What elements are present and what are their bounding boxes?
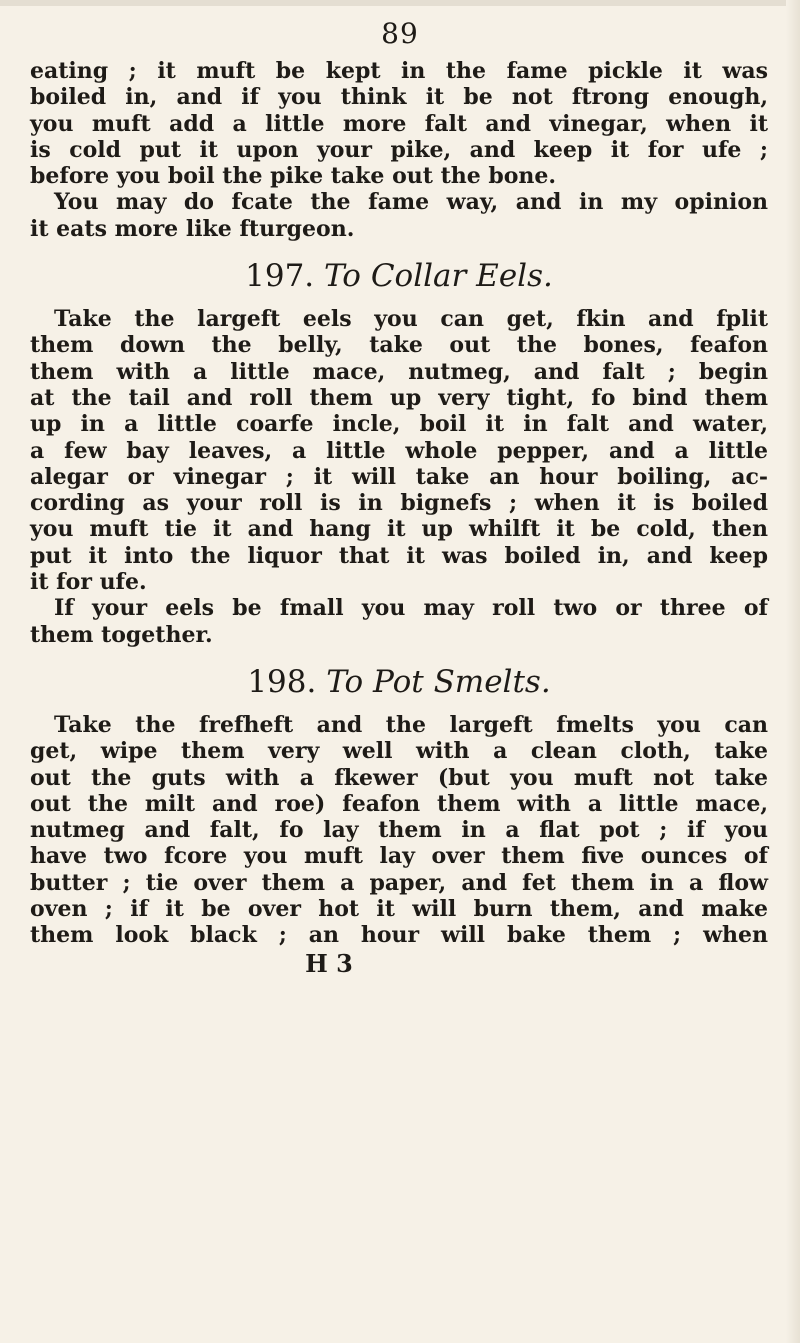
text-line: them with a little mace, nutmeg, and falt ; begin (30, 358, 768, 385)
text-line: put it into the liquor that it was boiled in, and keep (30, 542, 768, 569)
recipe-197-text (30, 306, 768, 648)
text-line: Take the largeft eels you can get, fkin and fplit (54, 306, 768, 333)
text-line: you muft add a little more falt and vinegar, when it (30, 110, 768, 137)
text-line: it for ufe. (30, 569, 147, 596)
signature-mark: H 3 (305, 948, 353, 978)
recipe-number: 197. (245, 258, 315, 295)
page-top-edge (0, 0, 800, 6)
text-line: You may do fcate the fame way, and in my opinion (54, 189, 768, 216)
text-line: alegar or vinegar ; it will take an hour boiling, ac- (30, 463, 768, 490)
text-line: is cold put it upon your pike, and keep it for ufe ; (30, 136, 768, 163)
text-line: Take the frefheft and the largeft fmelts you can (54, 711, 768, 738)
recipe-197-heading (30, 256, 768, 296)
text-line: nutmeg and falt, fo lay them in a flat pot ; if you (30, 817, 768, 844)
recipe-title: To Collar Eels. (324, 258, 553, 295)
text-line: them together. (30, 621, 213, 648)
text-line: oven ; if it be over hot it will burn them, and make (30, 896, 768, 923)
text-line: up in a little coarfe incle, boil it in falt and water, (30, 411, 768, 438)
text-line: If your eels be fmall you may roll two or three of (54, 595, 768, 622)
text-line: you muft tie it and hang it up whilft it be cold, then (30, 516, 768, 543)
text-line: them down the belly, take out the bones, feafon (30, 332, 768, 359)
text-line: it eats more like fturgeon. (30, 215, 355, 242)
recipe-198-text (30, 712, 768, 949)
text-line: butter ; tie over them a paper, and fet them in a flow (30, 869, 768, 896)
page-right-edge (786, 0, 800, 1343)
text-line: a few bay leaves, a little whole pepper, and a little (30, 437, 768, 464)
text-line: out the milt and roe) feafon them with a little mace, (30, 790, 768, 817)
text-line: before you boil the pike take out the bone. (30, 163, 557, 190)
intro-paragraph (30, 58, 768, 242)
page-number: 89 (381, 17, 419, 50)
recipe-198-heading (30, 662, 768, 702)
text-line: at the tail and roll them up very tight, fo bind them (30, 384, 768, 411)
text-line: get, wipe them very well with a clean cloth, take (30, 738, 768, 765)
recipe-title: To Pot Smelts. (326, 663, 551, 700)
text-line: out the guts with a fkewer (but you muft not take (30, 764, 768, 791)
text-line: them look black ; an hour will bake them ; when (30, 922, 768, 949)
text-line: cording as your roll is in bignefs ; when it is boiled (30, 490, 768, 517)
page-body (30, 58, 768, 979)
text-line: boiled in, and if you think it be not ftrong enough, (30, 84, 768, 111)
recipe-number: 198. (247, 663, 317, 700)
text-line: eating ; it muft be kept in the fame pickle it was (30, 58, 768, 84)
text-line: have two fcore you muft lay over them five ounces of (30, 843, 768, 870)
